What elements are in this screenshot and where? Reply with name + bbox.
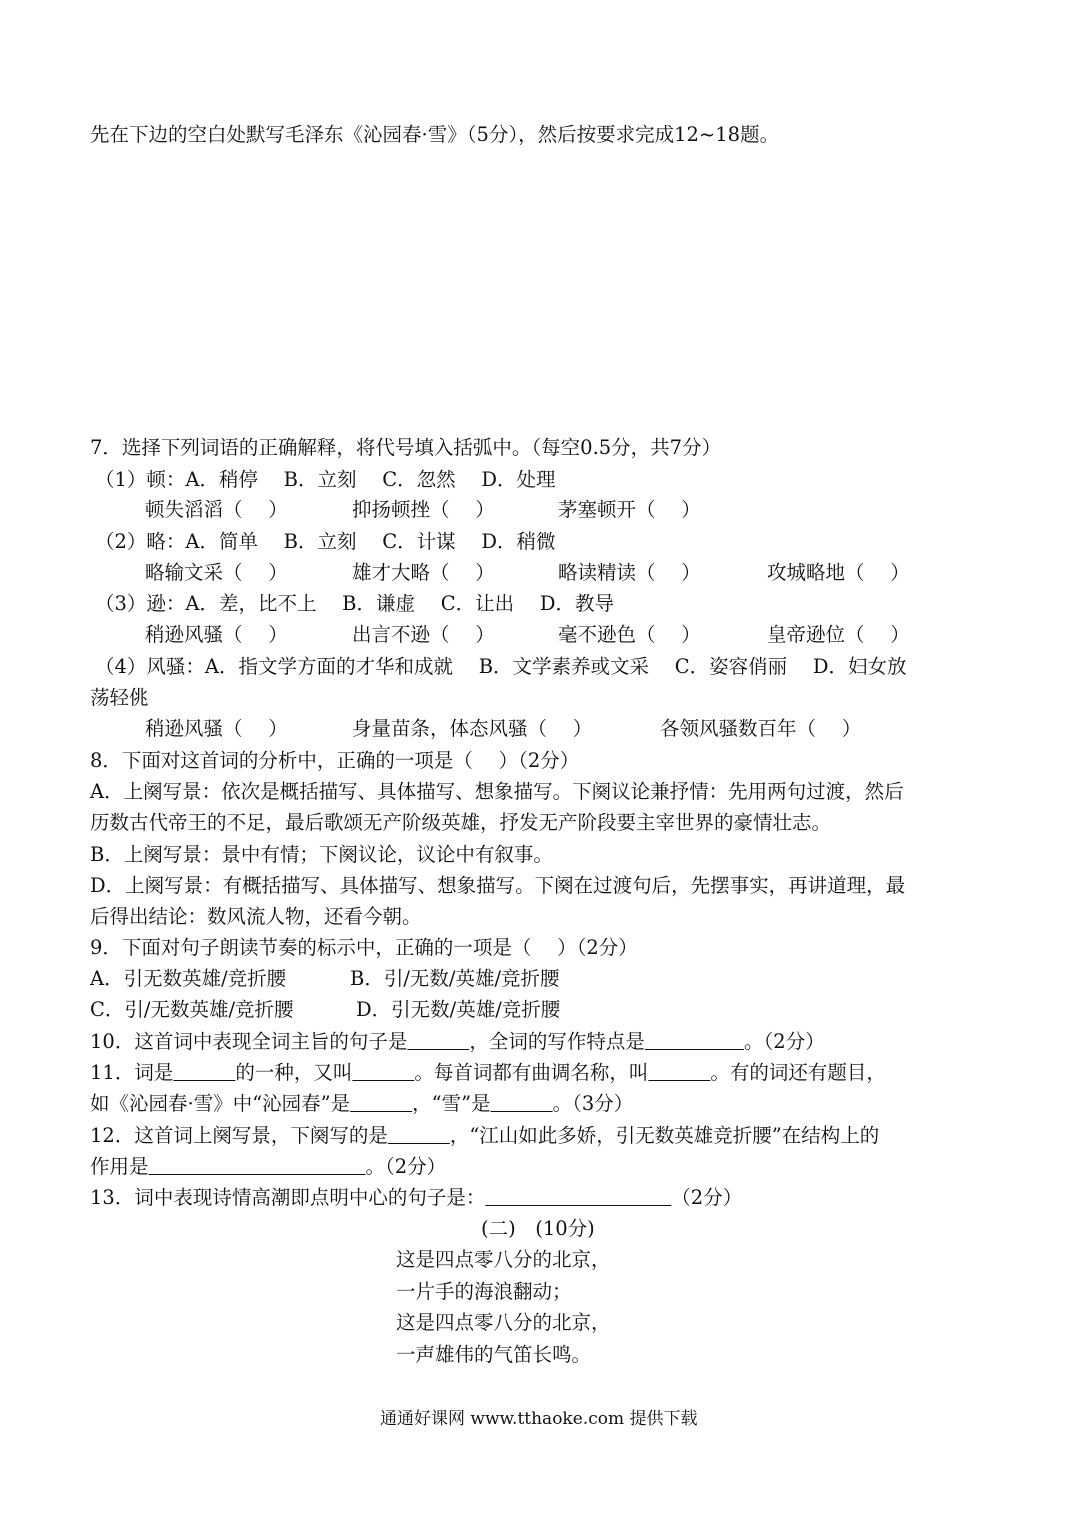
q9-option-a: A．引无数英雄/竞折腰 <box>90 967 287 990</box>
q7-group4-item2: 身量苗条，体态风骚（ ） <box>352 717 593 740</box>
q9-stem: 9．下面对句子朗读节奏的标示中，正确的一项是（ ）（2分） <box>90 936 638 959</box>
q9-option-b: B．引/无数/英雄/竞折腰 <box>350 967 560 990</box>
q7-group1-definitions: （1）顿：A．稍停 B．立刻 C．忽然 D．处理 <box>95 468 556 491</box>
q12-line1: 12．这首词上阕写景，下阕写的是 ，“江山如此多娇，引无数英雄竞折腰”在结构上的 <box>90 1124 880 1147</box>
q7-group2-item2: 雄才大略（ ） <box>352 561 495 584</box>
answer-blank <box>645 1030 744 1053</box>
q13-line: 13．词中表现诗情高潮即点明中心的句子是： （2分） <box>90 1186 743 1209</box>
answer-blank <box>388 1124 450 1147</box>
answer-blank <box>491 1092 553 1115</box>
answer-blank <box>352 1061 414 1084</box>
q7-group2-item3: 略读精读（ ） <box>558 561 701 584</box>
q7-group3-definitions: （3）逊：A．差，比不上 B．谦虚 C．让出 D．教导 <box>95 592 614 615</box>
q7-group1-item1: 顿失滔滔（ ） <box>145 498 288 521</box>
poem-line: 这是四点零八分的北京， <box>396 1311 611 1334</box>
answer-blank <box>407 1030 469 1053</box>
q8-stem: 8．下面对这首词的分析中，正确的一项是（ ）（2分） <box>90 749 580 772</box>
section-heading: (二) (10分) <box>481 1217 595 1240</box>
q7-group2-item1: 略输文采（ ） <box>145 561 288 584</box>
q7-group4-definitions-line1: （4）风骚：A．指文学方面的才华和成就 B．文学素养或文采 C．姿容俏丽 D．妇女放 <box>95 655 907 678</box>
answer-blank <box>149 1155 366 1178</box>
q12-line2: 作用是 。（2分） <box>90 1155 447 1178</box>
q7-group3-item4: 皇帝逊位（ ） <box>767 623 910 646</box>
q7-group3-item3: 毫不逊色（ ） <box>558 623 701 646</box>
q10-line: 10．这首词中表现全词主旨的句子是 ，全词的写作特点是 。（2分） <box>90 1030 825 1053</box>
answer-blank <box>173 1061 235 1084</box>
q8-option-d-line2: 后得出结论：数风流人物，还看今朝。 <box>90 905 422 928</box>
q7-group4-definitions-line2: 荡轻佻 <box>90 686 149 709</box>
q8-option-b: B．上阕写景：景中有情；下阕议论，议论中有叙事。 <box>90 843 553 866</box>
answer-blank <box>485 1186 671 1209</box>
q7-group2-definitions: （2）略：A．简单 B．立刻 C．计谋 D．稍微 <box>95 530 556 553</box>
q11-line1: 11．词是 的一种，又叫 。每首词都有曲调名称，叫 。有的词还有题目， <box>90 1061 886 1084</box>
q8-option-d-line1: D．上阕写景：有概括描写、具体描写、想象描写。下阕在过渡句后，先摆事实，再讲道理，最 <box>90 874 906 897</box>
q8-option-a-line2: 历数古代帝王的不足，最后歌颂无产阶级英雄，抒发无产阶段要主宰世界的豪情壮志。 <box>90 811 832 834</box>
poem-line: 一声雄伟的气笛长鸣。 <box>396 1343 592 1366</box>
q9-option-d: D．引无数/英雄/竞折腰 <box>356 998 561 1021</box>
q7-stem: 7．选择下列词语的正确解释，将代号填入括弧中。（每空0.5分，共7分） <box>90 436 722 459</box>
q7-group3-item2: 出言不逊（ ） <box>352 623 495 646</box>
answer-blank <box>350 1092 412 1115</box>
q7-group1-item3: 茅塞顿开（ ） <box>558 498 701 521</box>
answer-blank <box>648 1061 710 1084</box>
q7-group4-item3: 各领风骚数百年（ ） <box>660 717 862 740</box>
q11-line2: 如《沁园春·雪》中“沁园春”是 ，“雪”是 。（3分） <box>90 1092 634 1115</box>
intro-instruction: 先在下边的空白处默写毛泽东《沁园春·雪》（5分），然后按要求完成12~18题。 <box>90 123 780 146</box>
q7-group3-item1: 稍逊风骚（ ） <box>145 623 288 646</box>
q8-option-a-line1: A．上阕写景：依次是概括描写、具体描写、想象描写。下阕议论兼抒情：先用两句过渡，然后 <box>90 780 904 803</box>
q7-group1-item2: 抑扬顿挫（ ） <box>352 498 495 521</box>
poem-line: 这是四点零八分的北京， <box>396 1248 611 1271</box>
q7-group4-item1: 稍逊风骚（ ） <box>145 717 288 740</box>
q7-group2-item4: 攻城略地（ ） <box>767 561 910 584</box>
poem-line: 一片手的海浪翻动； <box>396 1280 572 1303</box>
q9-option-c: C．引/无数英雄/竞折腰 <box>90 998 294 1021</box>
page-footer: 通通好课网 www.tthaoke.com 提供下载 <box>380 1409 698 1429</box>
